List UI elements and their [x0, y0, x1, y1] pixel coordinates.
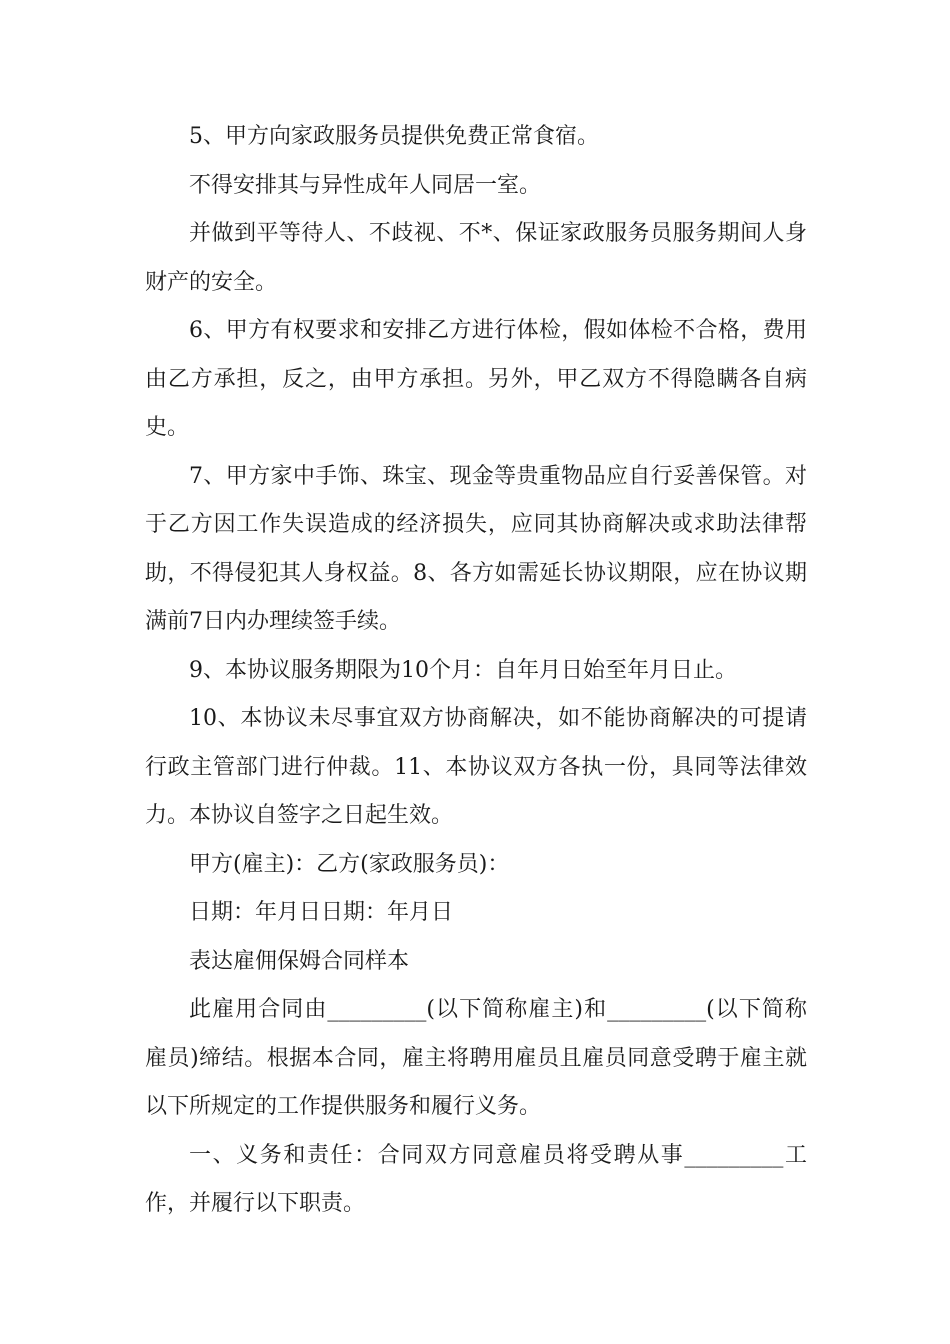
- paragraph-dates: 日期：年月日日期：年月日: [189, 900, 454, 925]
- paragraph-clause-6: 6、甲方有权要求和安排乙方进行体检，假如体检不合格，费用由乙方承担，反之，由甲方承担。另外，甲乙双方不得隐瞒各自病史。: [145, 318, 807, 440]
- paragraph-parties-signature: 甲方(雇主)：乙方(家政服务员)：: [189, 851, 510, 877]
- paragraph-no-cohabitation: 不得安排其与异性成年人同居一室。: [189, 172, 542, 198]
- paragraph-clause-7-8: 7、甲方家中手饰、珠宝、现金等贵重物品应自行妥善保管。对于乙方因工作失误造成的经济损失，应同其协商解决或求助法律帮助，不得侵犯其人身权益。8、各方如需延长协议期限，应在协议期满前7日内办理续签手续。: [145, 463, 807, 634]
- paragraph-clause-9: 9、本协议服务期限为10个月：自年月日始至年月日止。: [189, 657, 737, 683]
- paragraph-equal-treatment: 并做到平等待人、不歧视、不*、保证家政服务员服务期间人身财产的安全。: [145, 221, 807, 295]
- document-body: [145, 113, 807, 1229]
- paragraph-clause-10-11: 10、本协议未尽事宜双方协商解决，如不能协商解决的可提请行政主管部门进行仲裁。11、本协议双方各执一份，具同等法律效力。本协议自签字之日起生效。: [145, 706, 807, 828]
- paragraph-clause-5: 5、甲方向家政服务员提供免费正常食宿。: [189, 124, 599, 149]
- paragraph-section-title: 表达雇佣保姆合同样本: [189, 948, 410, 974]
- paragraph-duties: 一、义务和责任：合同双方同意雇员将受聘从事_________工作，并履行以下职责。: [145, 1142, 807, 1216]
- paragraph-contract-intro: 此雇用合同由_________(以下简称雇主)和_________(以下简称雇员)缔结。根据本合同，雇主将聘用雇员且雇员同意受聘于雇主就以下所规定的工作提供服务和履行义务。: [145, 997, 807, 1119]
